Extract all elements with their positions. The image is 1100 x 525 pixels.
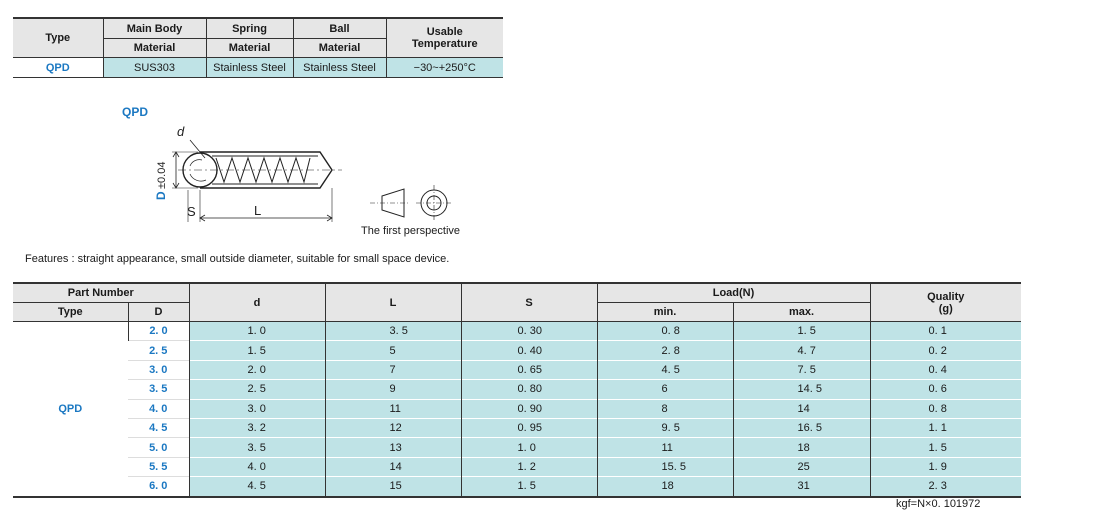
q-cell: 1. 9 — [870, 457, 1021, 476]
min-cell: 18 — [597, 477, 733, 497]
L-cell: 3. 5 — [325, 322, 461, 341]
material-type-cell: QPD — [13, 58, 103, 78]
D-cell: 3. 5 — [128, 380, 189, 399]
header-load-max: max. — [733, 303, 870, 322]
header-quality-unit: (g) — [938, 302, 953, 315]
D-cell: 3. 0 — [128, 360, 189, 379]
header-ball: Ball — [293, 18, 386, 39]
header-material-spring: Material — [206, 39, 293, 58]
max-cell: 31 — [733, 477, 870, 497]
max-cell: 18 — [733, 438, 870, 457]
min-cell: 2. 8 — [597, 341, 733, 360]
header-quality — [870, 283, 1021, 322]
perspective-label: The first perspective — [361, 225, 461, 237]
max-cell: 16. 5 — [733, 418, 870, 437]
label-L: L — [254, 203, 262, 218]
header-quality-label: Quality — [927, 290, 965, 303]
table-row — [13, 341, 1021, 360]
header-type: Type — [13, 303, 128, 322]
table-row — [13, 418, 1021, 437]
table-row — [13, 380, 1021, 399]
label-S: S — [187, 204, 196, 219]
material-table — [13, 17, 503, 78]
label-tolerance: ±0.04 — [156, 161, 168, 189]
min-cell: 6 — [597, 380, 733, 399]
table-row — [13, 477, 1021, 497]
S-cell: 1. 2 — [461, 457, 597, 476]
q-cell: 2. 3 — [870, 477, 1021, 497]
max-cell: 25 — [733, 457, 870, 476]
max-cell: 4. 7 — [733, 341, 870, 360]
D-cell: 5. 5 — [128, 457, 189, 476]
min-cell: 4. 5 — [597, 360, 733, 379]
min-cell: 11 — [597, 438, 733, 457]
q-cell: 0. 1 — [870, 322, 1021, 341]
header-S: S — [461, 283, 597, 322]
S-cell: 0. 95 — [461, 418, 597, 437]
D-cell: 2. 5 — [128, 341, 189, 360]
d-cell: 2. 5 — [189, 380, 325, 399]
L-cell: 13 — [325, 438, 461, 457]
d-cell: 3. 0 — [189, 399, 325, 418]
L-cell: 12 — [325, 418, 461, 437]
header-material-main-body: Material — [103, 39, 206, 58]
material-temperature-cell: −30~+250°C — [386, 58, 503, 78]
header-D: D — [128, 303, 189, 322]
max-cell: 14 — [733, 399, 870, 418]
type-cell: QPD — [13, 322, 128, 497]
S-cell: 1. 0 — [461, 438, 597, 457]
label-d: d — [177, 124, 185, 139]
min-cell: 0. 8 — [597, 322, 733, 341]
d-cell: 3. 5 — [189, 438, 325, 457]
material-ball-cell: Stainless Steel — [293, 58, 386, 78]
header-main-body: Main Body — [103, 18, 206, 39]
first-angle-projection-icon — [368, 183, 458, 223]
d-cell: 4. 0 — [189, 457, 325, 476]
label-D: D — [154, 191, 168, 200]
d-cell: 4. 5 — [189, 477, 325, 497]
L-cell: 11 — [325, 399, 461, 418]
L-cell: 5 — [325, 341, 461, 360]
d-cell: 1. 0 — [189, 322, 325, 341]
min-cell: 8 — [597, 399, 733, 418]
S-cell: 0. 65 — [461, 360, 597, 379]
q-cell: 0. 8 — [870, 399, 1021, 418]
ball-plunger-drawing — [150, 122, 350, 222]
S-cell: 0. 80 — [461, 380, 597, 399]
diagram-title: QPD — [122, 105, 149, 119]
D-cell: 4. 5 — [128, 418, 189, 437]
unit-conversion-footnote: kgf=N×0. 101972 — [896, 498, 981, 510]
header-load-min: min. — [597, 303, 733, 322]
header-load: Load(N) — [597, 283, 870, 303]
S-cell: 0. 40 — [461, 341, 597, 360]
D-cell: 4. 0 — [128, 399, 189, 418]
table-row — [13, 360, 1021, 379]
table-row — [13, 399, 1021, 418]
S-cell: 0. 30 — [461, 322, 597, 341]
material-spring-cell: Stainless Steel — [206, 58, 293, 78]
max-cell: 14. 5 — [733, 380, 870, 399]
L-cell: 7 — [325, 360, 461, 379]
S-cell: 0. 90 — [461, 399, 597, 418]
header-type: Type — [13, 18, 103, 58]
header-spring: Spring — [206, 18, 293, 39]
L-cell: 15 — [325, 477, 461, 497]
D-cell: 2. 0 — [128, 322, 189, 341]
q-cell: 1. 5 — [870, 438, 1021, 457]
S-cell: 1. 5 — [461, 477, 597, 497]
header-part-number: Part Number — [13, 283, 189, 303]
D-cell: 5. 0 — [128, 438, 189, 457]
D-cell: 6. 0 — [128, 477, 189, 497]
spec-table-body — [13, 322, 1021, 497]
features-text: Features : straight appearance, small outside diameter, suitable for small space device. — [25, 253, 450, 265]
d-cell: 2. 0 — [189, 360, 325, 379]
header-usable-temperature: Usable Temperature — [386, 18, 503, 58]
header-material-ball: Material — [293, 39, 386, 58]
material-row — [13, 58, 503, 78]
max-cell: 1. 5 — [733, 322, 870, 341]
q-cell: 0. 2 — [870, 341, 1021, 360]
table-row — [13, 457, 1021, 476]
d-cell: 1. 5 — [189, 341, 325, 360]
spec-table — [13, 282, 1021, 498]
table-row — [13, 322, 1021, 341]
header-d: d — [189, 283, 325, 322]
min-cell: 9. 5 — [597, 418, 733, 437]
min-cell: 15. 5 — [597, 457, 733, 476]
material-main-body-cell: SUS303 — [103, 58, 206, 78]
q-cell: 0. 6 — [870, 380, 1021, 399]
q-cell: 1. 1 — [870, 418, 1021, 437]
d-cell: 3. 2 — [189, 418, 325, 437]
L-cell: 14 — [325, 457, 461, 476]
max-cell: 7. 5 — [733, 360, 870, 379]
table-row — [13, 438, 1021, 457]
header-L: L — [325, 283, 461, 322]
q-cell: 0. 4 — [870, 360, 1021, 379]
L-cell: 9 — [325, 380, 461, 399]
